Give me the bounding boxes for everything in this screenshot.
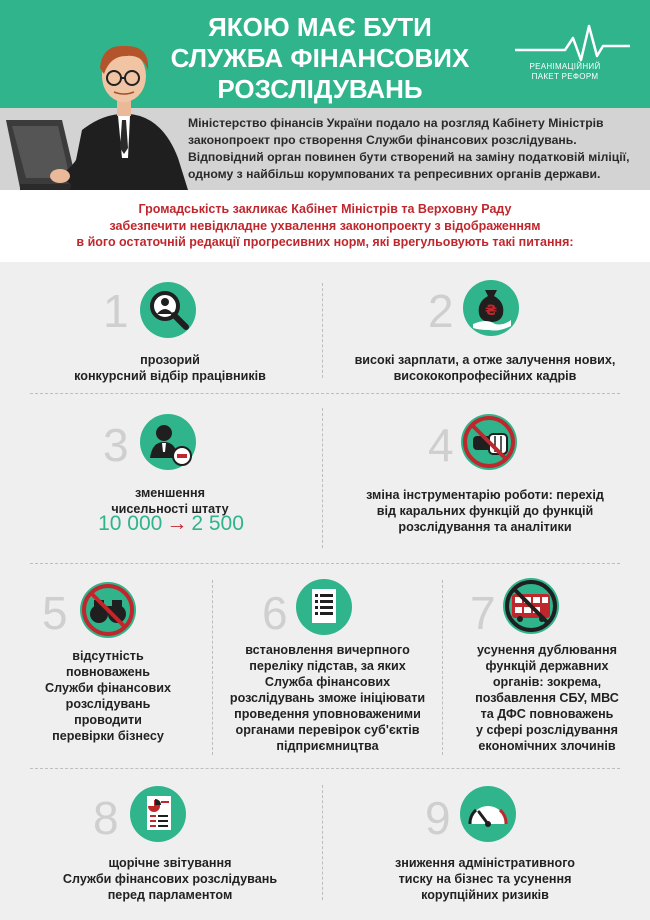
man-at-laptop-illustration: [0, 38, 200, 190]
page-title: [150, 12, 490, 105]
label-line: позбавлення СБУ, МВС: [475, 691, 619, 705]
item-number: 3: [103, 419, 129, 471]
intro-text: [188, 115, 638, 183]
item-number: 1: [103, 285, 129, 337]
no-double-decker-bus-icon: [503, 578, 559, 634]
heartbeat-icon: [515, 22, 630, 64]
label-line: розслідувань зможе ініціювати: [229, 691, 426, 705]
item-number: 2: [428, 285, 454, 337]
label-line: у сфері розслідування: [475, 723, 619, 737]
staff-count: [86, 511, 256, 537]
title-line: РОЗСЛІДУВАНЬ: [217, 74, 423, 104]
call-line: забезпечити невідкладне ухвалення законопроекту з відображенням: [109, 218, 541, 233]
item-number: 9: [425, 792, 451, 844]
report-icon: [130, 786, 186, 842]
label-line: високі зарплати, а отже залучення нових,: [354, 353, 616, 367]
title-line: ЯКОЮ МАЄ БУТИ: [208, 12, 432, 42]
hryvnia-sign: ₴: [484, 303, 498, 319]
label-line: повноважень: [65, 665, 151, 679]
checklist-icon: [296, 579, 352, 635]
label-line: конкурсний відбір працівників: [74, 369, 266, 383]
label-line: підприємництва: [276, 739, 379, 753]
divider: [30, 393, 620, 394]
pressure-gauge-icon: [460, 786, 516, 842]
divider: [322, 283, 323, 378]
label-line: щорічне звітування: [108, 856, 232, 870]
label-line: встановлення вичерпного: [245, 643, 410, 657]
item-number: 6: [262, 587, 288, 639]
label-line: та ДФС повноважень: [480, 707, 614, 721]
logo-line: РЕАНІМАЦІЙНИЙ: [529, 62, 601, 71]
item-label: [452, 642, 642, 754]
label-line: економічних злочинів: [478, 739, 616, 753]
staff-count-to: 2 500: [191, 512, 244, 535]
item-number: 7: [470, 587, 496, 639]
label-line: проводити: [74, 713, 142, 727]
logo-text: [515, 62, 615, 82]
label-line: переліку підстав, за яких: [249, 659, 406, 673]
no-binoculars-icon: [80, 582, 136, 638]
label-line: корупційних ризиків: [421, 888, 549, 902]
item-label: [335, 352, 635, 384]
label-line: органами перевірок суб'єктів: [235, 723, 420, 737]
money-bag-icon: [463, 280, 519, 336]
logo: [515, 22, 630, 82]
label-line: прозорий: [140, 353, 200, 367]
item-number: 8: [93, 792, 119, 844]
item-label: [215, 642, 440, 754]
intro-line: Відповідний орган повинен бути створений на заміну податковій міліції,: [188, 150, 630, 164]
label-line: органів: зокрема,: [492, 675, 602, 689]
staff-count-from: 10 000: [98, 512, 163, 535]
item-number: 4: [428, 419, 454, 471]
remove-employee-icon: [140, 414, 196, 470]
item-label: [18, 648, 198, 744]
label-line: чисельності штату: [111, 502, 229, 516]
divider: [212, 580, 213, 755]
divider: [30, 768, 620, 769]
no-fist-icon: [461, 414, 517, 470]
call-line: Громадськість закликає Кабінет Міністрів та Верховну Раду: [138, 202, 512, 216]
magnifier-person-icon: [140, 282, 196, 338]
label-line: проведення уповноваженими: [234, 707, 421, 721]
call-text: [20, 201, 630, 251]
label-line: зменшення: [135, 486, 205, 500]
intro-line: законопроект про створення Служби фінансових розслідувань.: [188, 133, 577, 147]
label-line: перед парламентом: [107, 888, 233, 902]
label-line: перевірки бізнесу: [52, 729, 164, 743]
item-label: [335, 487, 635, 535]
divider: [322, 785, 323, 900]
label-line: зміна інструментарію роботи: перехід: [366, 488, 604, 502]
call-to-action: [0, 190, 650, 262]
divider: [322, 408, 323, 548]
divider: [442, 580, 443, 755]
logo-line: ПАКЕТ РЕФОРМ: [531, 72, 599, 81]
label-line: від каральних функцій до функцій: [376, 504, 594, 518]
arrow-right-icon: →: [166, 512, 188, 535]
item-label: [335, 855, 635, 903]
label-line: Служба фінансових: [264, 675, 391, 689]
label-line: розслідування та аналітики: [398, 520, 572, 534]
item-label: [40, 855, 300, 903]
call-line: в його остаточній редакції прогресивних норм, які врегульовують такі питання:: [76, 235, 574, 249]
item-label: [40, 352, 300, 384]
label-line: усунення дублювання: [477, 643, 617, 657]
label-line: зниження адміністративного: [395, 856, 575, 870]
label-line: висококопрофесійних кадрів: [393, 369, 577, 383]
intro-line: Міністерство фінансів України подало на розгляд Кабінету Міністрів: [188, 116, 604, 130]
label-line: тиску на бізнес та усунення: [398, 872, 572, 886]
label-line: відсутність: [72, 649, 144, 663]
label-line: Служби фінансових: [45, 681, 171, 695]
title-line: СЛУЖБА ФІНАНСОВИХ: [170, 43, 470, 73]
label-line: Служби фінансових розслідувань: [62, 872, 278, 886]
label-line: розслідувань: [65, 697, 151, 711]
divider: [30, 563, 620, 564]
label-line: функцій державних: [485, 659, 609, 673]
intro-line: одному з найбільш корумпованих та репресивних органів держави.: [188, 167, 601, 181]
item-number: 5: [42, 587, 68, 639]
